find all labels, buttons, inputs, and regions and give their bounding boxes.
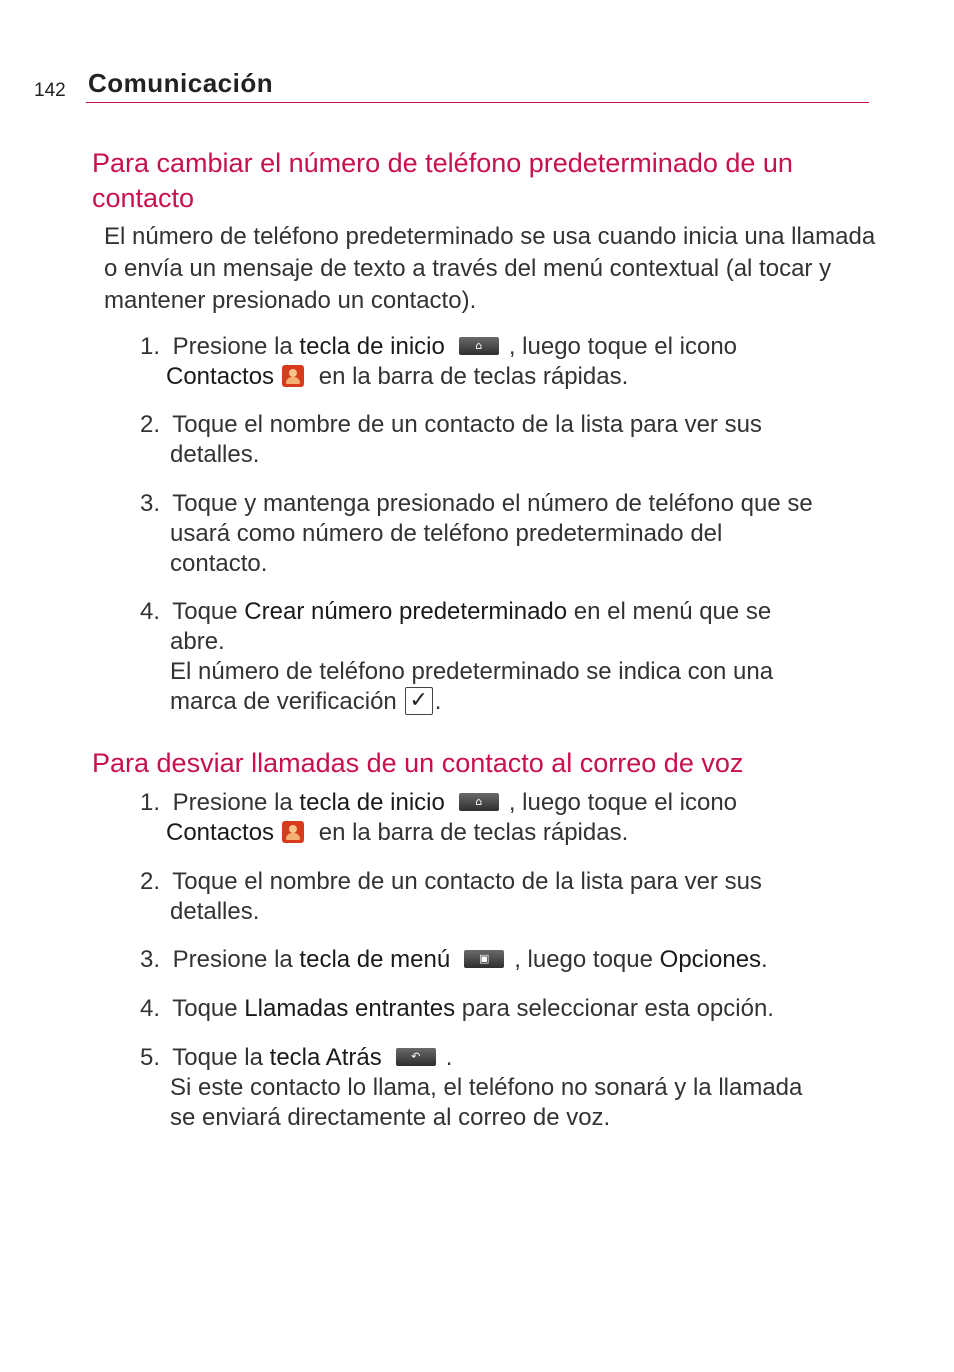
back-key-icon: ↶: [396, 1048, 436, 1066]
intro-paragraph: El número de teléfono predeterminado se usa cuando inicia una llamada o envía un mensaje de texto a través del menú contextual (al tocar y mantener presionado un contacto).: [104, 223, 876, 314]
step-number: 3.: [140, 490, 161, 517]
step-text: en la barra de teclas rápidas.: [318, 819, 629, 846]
step-text: Toque el nombre de un contacto de la lista para ver sus: [172, 868, 762, 895]
s2-step-1: [140, 788, 880, 848]
step-text: Si este contacto lo llama, el teléfono no sonará y la llamada: [170, 1074, 803, 1101]
contacts-app-icon: [282, 365, 304, 387]
step-text: en la barra de teclas rápidas.: [318, 363, 629, 390]
step-number: 5.: [140, 1044, 161, 1071]
step-number: 1.: [140, 789, 161, 816]
s1-step-2: [140, 410, 880, 470]
step-number: 2.: [140, 868, 161, 895]
step-text: Presione la: [172, 333, 293, 360]
keyword: Contactos: [166, 363, 275, 390]
keyword: Llamadas entrantes: [244, 995, 456, 1022]
s2-step-5: [140, 1043, 880, 1133]
step-text: , luego toque: [514, 946, 653, 973]
s2-step-2: [140, 867, 880, 927]
step-text: , luego toque el icono: [508, 789, 738, 816]
keyword: tecla de inicio: [299, 789, 445, 816]
step-text: .: [761, 946, 768, 973]
keyword: tecla de inicio: [299, 333, 445, 360]
step-text: Toque y mantenga presionado el número de teléfono que se: [172, 490, 813, 517]
step-text: se enviará directamente al correo de voz.: [170, 1104, 611, 1131]
keyword: Opciones: [659, 946, 762, 973]
step-number: 4.: [140, 598, 161, 625]
step-text: abre.: [170, 628, 225, 655]
check-mark-icon: ✓: [405, 687, 433, 715]
keyword: tecla de menú: [299, 946, 451, 973]
section-title: Comunicación: [88, 68, 274, 98]
home-key-icon: ⌂: [459, 337, 499, 355]
step-text: , luego toque el icono: [508, 333, 738, 360]
s1-step-4: [140, 597, 880, 717]
step-text: .: [445, 1044, 453, 1071]
step-text: El número de teléfono predeterminado se indica con una: [170, 658, 774, 685]
step-text: detalles.: [170, 898, 260, 925]
step-number: 3.: [140, 946, 161, 973]
menu-key-icon: ▣: [464, 950, 504, 968]
header-rule: [86, 102, 869, 103]
step-text: Presione la: [172, 946, 293, 973]
contacts-app-icon: [282, 821, 304, 843]
s2-step-4: [140, 994, 880, 1024]
home-key-icon: ⌂: [459, 793, 499, 811]
step-text: Toque: [172, 598, 238, 625]
step-text: contacto.: [170, 550, 268, 577]
step-text: Toque: [172, 995, 238, 1022]
step-text: para seleccionar esta opción.: [461, 995, 774, 1022]
step-text: detalles.: [170, 441, 260, 468]
heading-divert-calls: Para desviar llamadas de un contacto al correo de voz: [92, 748, 744, 778]
step-number: 1.: [140, 333, 161, 360]
s1-step-3: [140, 489, 880, 579]
keyword: Contactos: [166, 819, 275, 846]
step-number: 4.: [140, 995, 161, 1022]
step-text: Presione la: [172, 789, 293, 816]
heading-default-number: Para cambiar el número de teléfono predeterminado de un contacto: [92, 148, 793, 213]
s1-step-1: [140, 332, 880, 392]
step-text: usará como número de teléfono predeterminado del: [170, 520, 723, 547]
step-text: en el menú que se: [573, 598, 772, 625]
step-text: Toque el nombre de un contacto de la lista para ver sus: [172, 411, 762, 438]
keyword: Crear número predeterminado: [244, 598, 568, 625]
step-text: .: [434, 688, 442, 715]
s2-step-3: [140, 945, 880, 975]
step-text: Toque la: [172, 1044, 263, 1071]
page-number: 142: [34, 80, 66, 101]
keyword: tecla Atrás: [269, 1044, 382, 1071]
step-text: marca de verificación: [170, 688, 397, 715]
step-number: 2.: [140, 411, 161, 438]
